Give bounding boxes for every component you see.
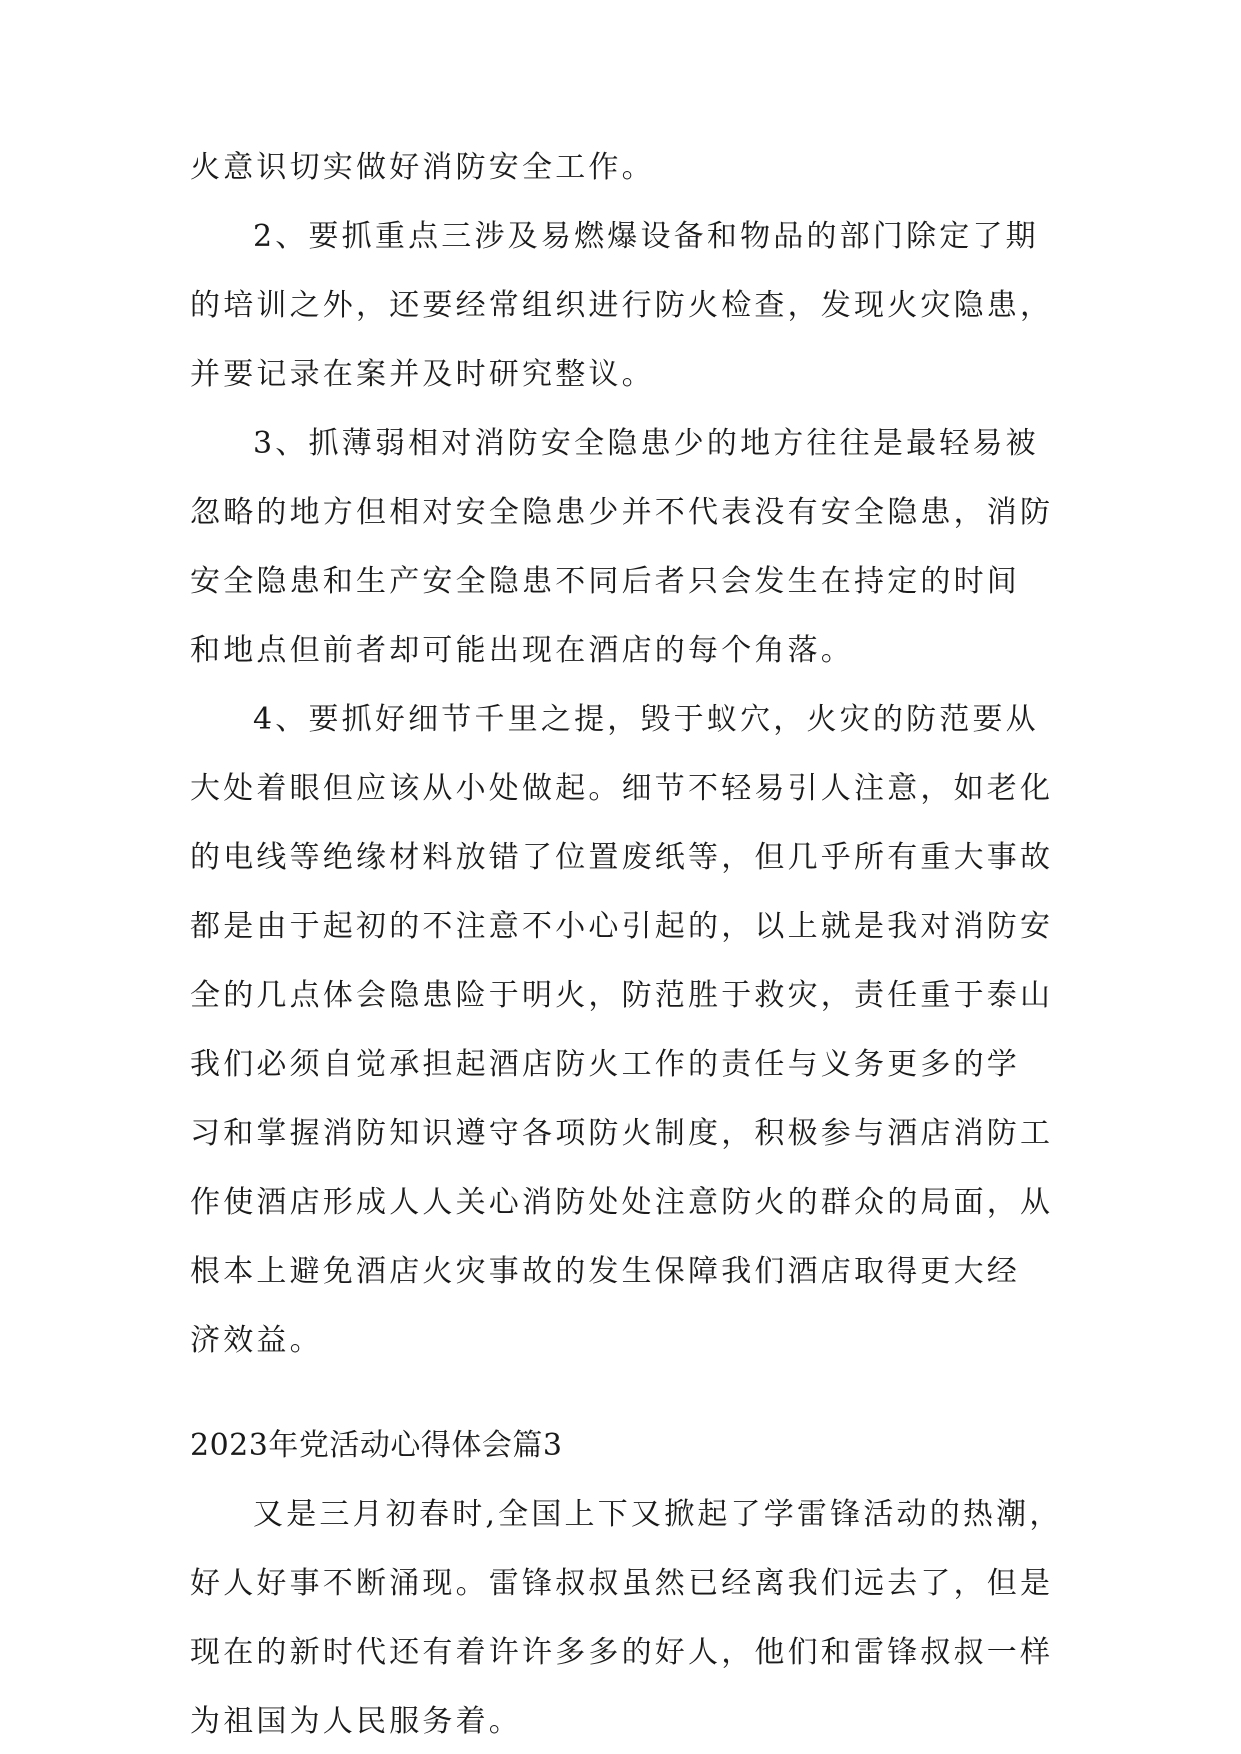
paragraph-line: 忽略的地方但相对安全隐患少并不代表没有安全隐患，消防 xyxy=(190,495,1054,530)
paragraph-line: 现在的新时代还有着许许多多的好人，他们和雷锋叔叔一样 xyxy=(190,1635,1054,1670)
paragraph-line: 根本上避免酒店火灾事故的发生保障我们酒店取得更大经 xyxy=(190,1254,1020,1289)
paragraph-line: 并要记录在案并及时研究整议。 xyxy=(190,357,655,392)
paragraph-line: 的培训之外，还要经常组织进行防火检查，发现火灾隐患， xyxy=(190,288,1054,323)
paragraph-line: 火意识切实做好消防安全工作。 xyxy=(190,150,655,185)
paragraph-line: 4、要抓好细节千里之提，毁于蚁穴，火灾的防范要从 xyxy=(253,702,1039,737)
paragraph-line: 都是由于起初的不注意不小心引起的，以上就是我对消防安 xyxy=(190,909,1054,944)
paragraph-line: 大处着眼但应该从小处做起。细节不轻易引人注意，如老化 xyxy=(190,771,1054,806)
paragraph-line: 济效益。 xyxy=(190,1323,323,1358)
paragraph-line: 的电线等绝缘材料放错了位置废纸等，但几乎所有重大事故 xyxy=(190,840,1054,875)
paragraph-line: 安全隐患和生产安全隐患不同后者只会发生在持定的时间 xyxy=(190,564,1020,599)
section-heading: 2023年党活动心得体会篇3 xyxy=(190,1428,563,1463)
paragraph-line: 3、抓薄弱相对消防安全隐患少的地方往往是最轻易被 xyxy=(253,426,1039,461)
paragraph-line: 我们必须自觉承担起酒店防火工作的责任与义务更多的学 xyxy=(190,1047,1020,1082)
paragraph-line: 全的几点体会隐患险于明火，防范胜于救灾，责任重于泰山 xyxy=(190,978,1054,1013)
paragraph-line: 2、要抓重点三涉及易燃爆设备和物品的部门除定了期 xyxy=(253,219,1039,254)
paragraph-line: 又是三月初春时,全国上下又掀起了学雷锋活动的热潮， xyxy=(253,1497,1063,1532)
paragraph-line: 习和掌握消防知识遵守各项防火制度，积极参与酒店消防工 xyxy=(190,1116,1054,1151)
paragraph-line: 为祖国为人民服务着。 xyxy=(190,1704,522,1739)
paragraph-line: 好人好事不断涌现。雷锋叔叔虽然已经离我们远去了，但是 xyxy=(190,1566,1054,1601)
paragraph-line: 作使酒店形成人人关心消防处处注意防火的群众的局面，从 xyxy=(190,1185,1054,1220)
paragraph-line: 和地点但前者却可能出现在酒店的每个角落。 xyxy=(190,633,854,668)
